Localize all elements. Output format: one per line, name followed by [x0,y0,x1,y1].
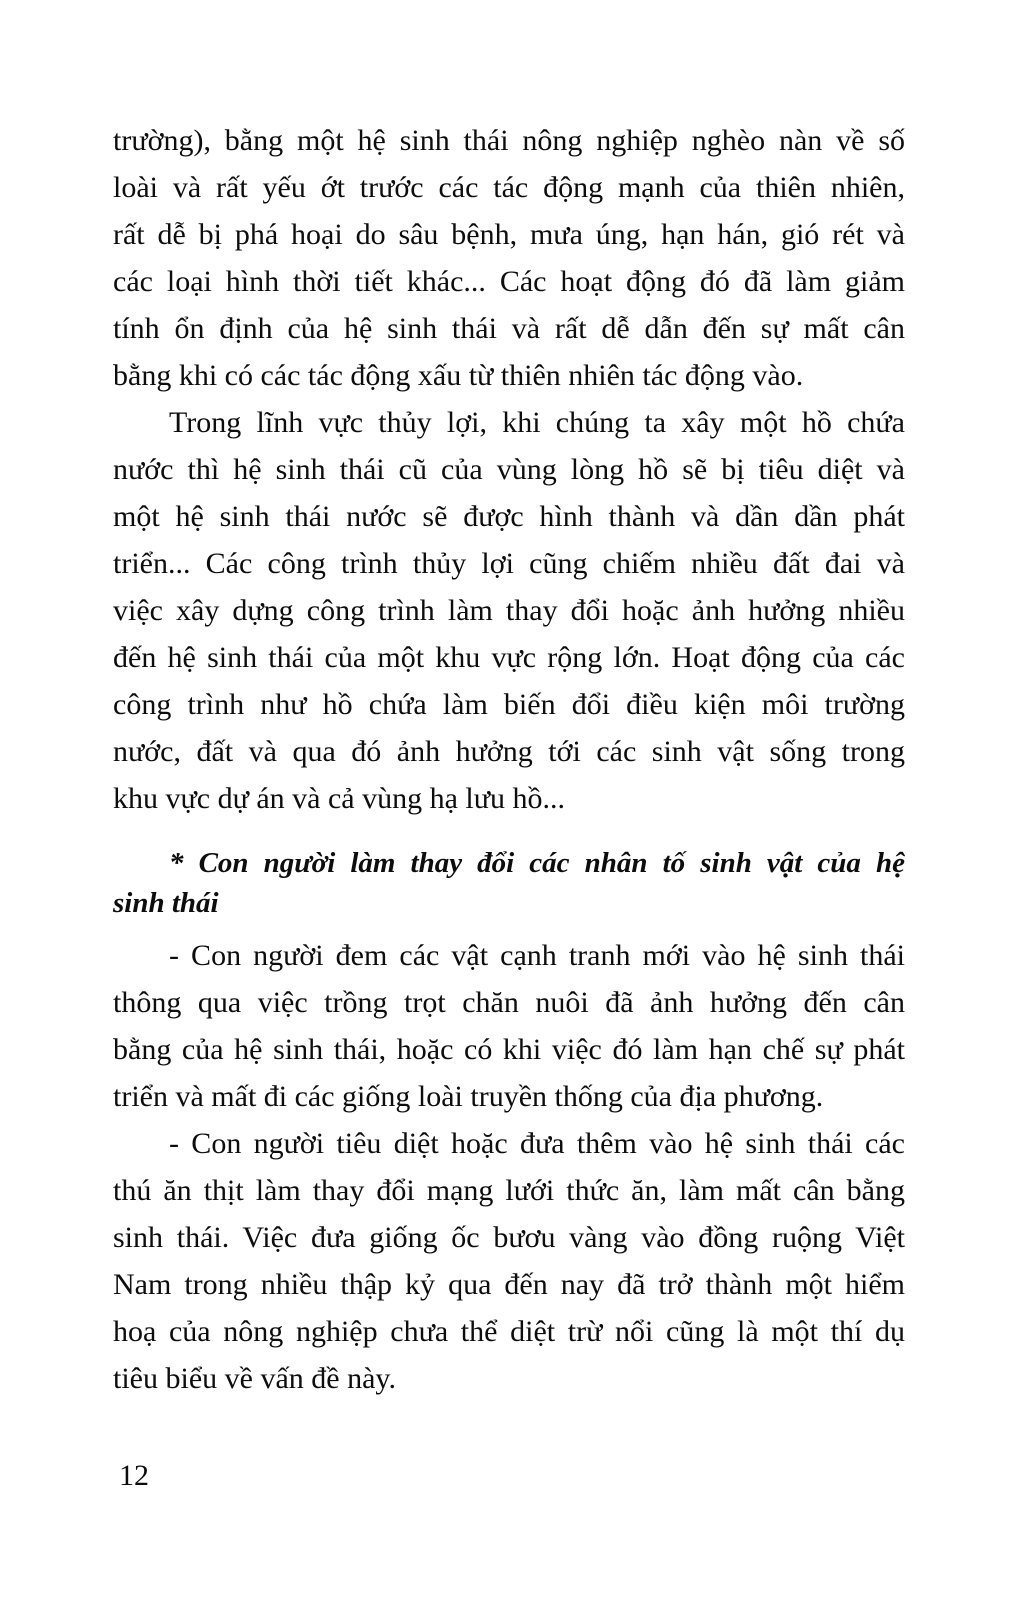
text-line: nước thì hệ sinh thái cũ của vùng lòng hồ sẽ bị tiêu diệt và [113,453,905,486]
text-line: Trong lĩnh vực thủy lợi, khi chúng ta xây một hồ chứa [169,406,905,439]
text-line: đến hệ sinh thái của một khu vực rộng lớn. Hoạt động của các [113,641,905,674]
page-text-block [113,117,905,1402]
text-line: sinh thái. Việc đưa giống ốc bươu vàng vào đồng ruộng Việt [113,1221,905,1254]
text-line: thú ăn thịt làm thay đổi mạng lưới thức ăn, làm mất cân bằng [113,1174,905,1207]
text-line: * Con người làm thay đổi các nhân tố sinh vật của hệ [169,847,905,879]
text-line: triển và mất đi các giống loài truyền thống của địa phương. [113,1080,824,1113]
text-line: sinh thái [113,887,219,919]
text-line: thông qua việc trồng trọt chăn nuôi đã ảnh hưởng đến cân [113,986,905,1019]
section-heading [113,843,905,923]
text-line: khu vực dự án và cả vùng hạ lưu hồ... [113,782,566,815]
text-line: hoạ của nông nghiệp chưa thể diệt trừ nổi cũng là một thí dụ [113,1315,905,1348]
text-line: tiêu biểu về vấn đề này. [113,1362,396,1395]
text-line: trường), bằng một hệ sinh thái nông nghiệp nghèo nàn về số [113,124,905,157]
text-line: công trình như hồ chứa làm biến đổi điều kiện môi trường [113,688,905,721]
text-line: một hệ sinh thái nước sẽ được hình thành và dần dần phát [113,500,905,533]
body-paragraph [113,1120,905,1402]
text-line: Nam trong nhiều thập kỷ qua đến nay đã trở thành một hiểm [113,1268,905,1301]
text-line: các loại hình thời tiết khác... Các hoạt động đó đã làm giảm [113,265,905,298]
text-line: triển... Các công trình thủy lợi cũng chiếm nhiều đất đai và [113,547,905,580]
text-line: việc xây dựng công trình làm thay đổi hoặc ảnh hưởng nhiều [113,594,905,627]
text-line: bằng của hệ sinh thái, hoặc có khi việc đó làm hạn chế sự phát [113,1033,905,1066]
text-line: loài và rất yếu ớt trước các tác động mạnh của thiên nhiên, [113,171,905,204]
text-line: tính ổn định của hệ sinh thái và rất dễ dẫn đến sự mất cân [113,312,905,345]
text-line: - Con người đem các vật cạnh tranh mới vào hệ sinh thái [169,939,905,972]
body-paragraph [113,932,905,1120]
text-line: bằng khi có các tác động xấu từ thiên nhiên tác động vào. [113,359,804,392]
page-number: 12 [119,1459,149,1492]
text-line: rất dễ bị phá hoại do sâu bệnh, mưa úng, hạn hán, gió rét và [113,218,905,251]
body-paragraph [113,399,905,822]
body-paragraph [113,117,905,399]
text-line: nước, đất và qua đó ảnh hưởng tới các sinh vật sống trong [113,735,905,768]
text-line: - Con người tiêu diệt hoặc đưa thêm vào hệ sinh thái các [169,1127,905,1160]
